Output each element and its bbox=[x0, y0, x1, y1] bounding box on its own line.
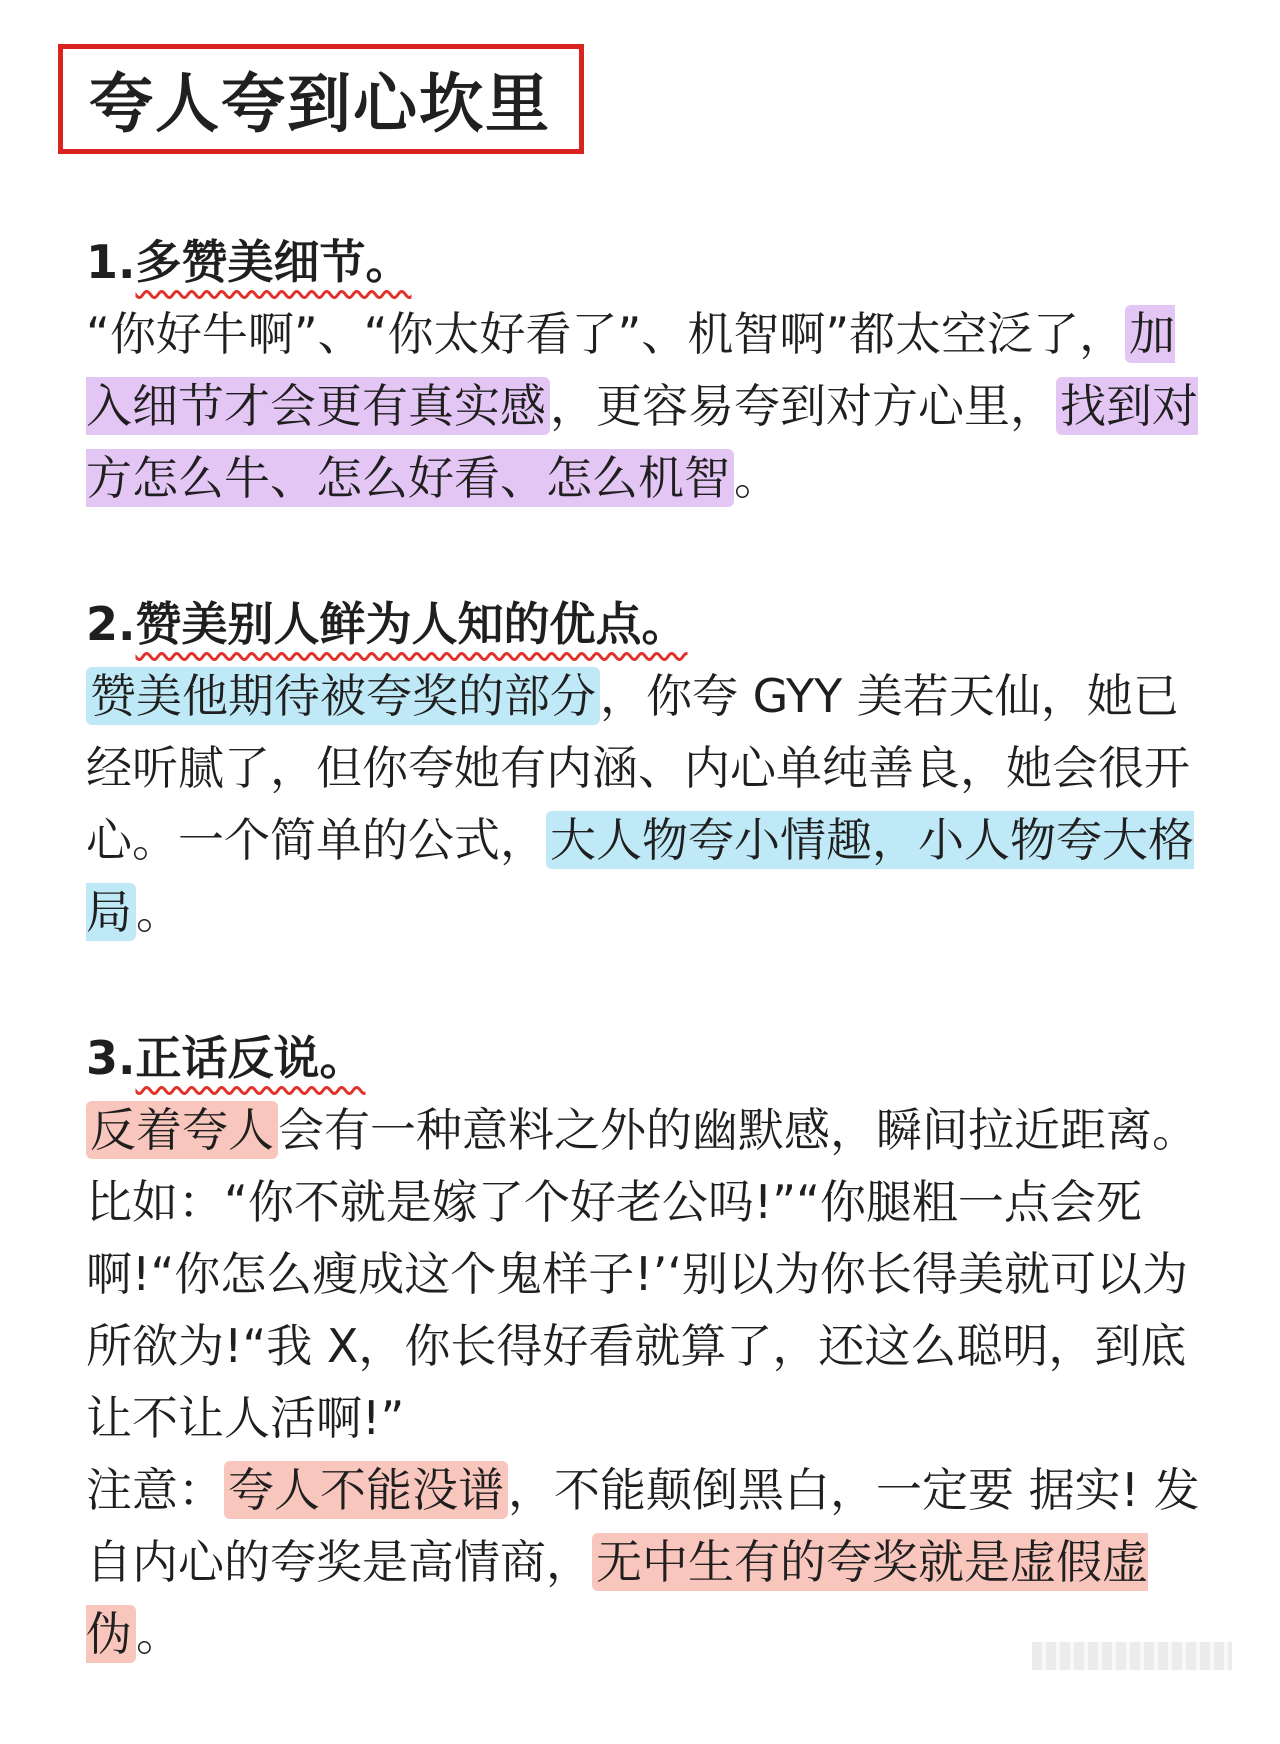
article-body bbox=[86, 226, 1216, 1744]
watermark bbox=[1032, 1642, 1232, 1670]
highlight-red: 夸人不能没谱 bbox=[224, 1461, 508, 1519]
section-heading-text: 赞美别人鲜为人知的优点。 bbox=[135, 597, 688, 651]
section-heading bbox=[86, 226, 1216, 298]
section-heading-text: 多赞美细节。 bbox=[135, 235, 412, 289]
section-number: 1. bbox=[86, 235, 136, 289]
section-heading bbox=[86, 1022, 1216, 1094]
section-number: 3. bbox=[86, 1031, 136, 1085]
section-3 bbox=[86, 1022, 1216, 1670]
body-text: 。 bbox=[136, 1607, 182, 1661]
highlight-blue: 大人物夸小情趣，小人物夸大格局 bbox=[86, 813, 1194, 939]
highlight-purple: 找到对方怎么牛、怎么好看、怎么机智 bbox=[86, 379, 1198, 505]
page-title: 夸人夸到心坎里 bbox=[58, 44, 584, 154]
highlight-red: 反着夸人 bbox=[86, 1101, 278, 1159]
section-note bbox=[86, 1454, 1216, 1670]
section-2 bbox=[86, 588, 1216, 948]
section-number: 2. bbox=[86, 597, 136, 651]
highlight-blue: 赞美他期待被夸奖的部分 bbox=[86, 667, 600, 725]
highlight-red: 无中生有的夸奖就是虚假虚伪 bbox=[86, 1535, 1148, 1661]
section-heading bbox=[86, 588, 1216, 660]
body-text: ，更容易夸到对方心里， bbox=[550, 379, 1056, 433]
section-body bbox=[86, 298, 1216, 514]
section-body bbox=[86, 1094, 1216, 1454]
body-text: 。 bbox=[136, 885, 182, 939]
body-text: ，你夸 GYY 美若天仙，她已经听腻了，但你夸她有内涵、内心单纯善良，她会很开心。一个简单的公式， bbox=[86, 669, 1190, 867]
section-1 bbox=[86, 226, 1216, 514]
note-label: 注意： bbox=[86, 1463, 224, 1517]
body-text: 会有一种意料之外的幽默感，瞬间拉近距离。比如：“你不就是嫁了个好老公吗!”“你腿粗一点会死啊!“你怎么瘦成这个鬼样子!’‘别以为你长得美就可以为所欲为!“我 X，你长得好看就算了，还这么聪明，到底让不让人活啊!” bbox=[86, 1103, 1198, 1445]
body-text: 。 bbox=[734, 451, 780, 505]
section-heading-text: 正话反说。 bbox=[135, 1031, 366, 1085]
body-text: ，不能颠倒黑白，一定要 据实! 发自内心的夸奖是高情商， bbox=[86, 1463, 1200, 1589]
body-text: “你好牛啊”、“你太好看了”、机智啊”都太空泛了， bbox=[86, 307, 1126, 361]
section-body bbox=[86, 660, 1216, 948]
highlight-purple: 加入细节才会更有真实感 bbox=[86, 307, 1176, 433]
